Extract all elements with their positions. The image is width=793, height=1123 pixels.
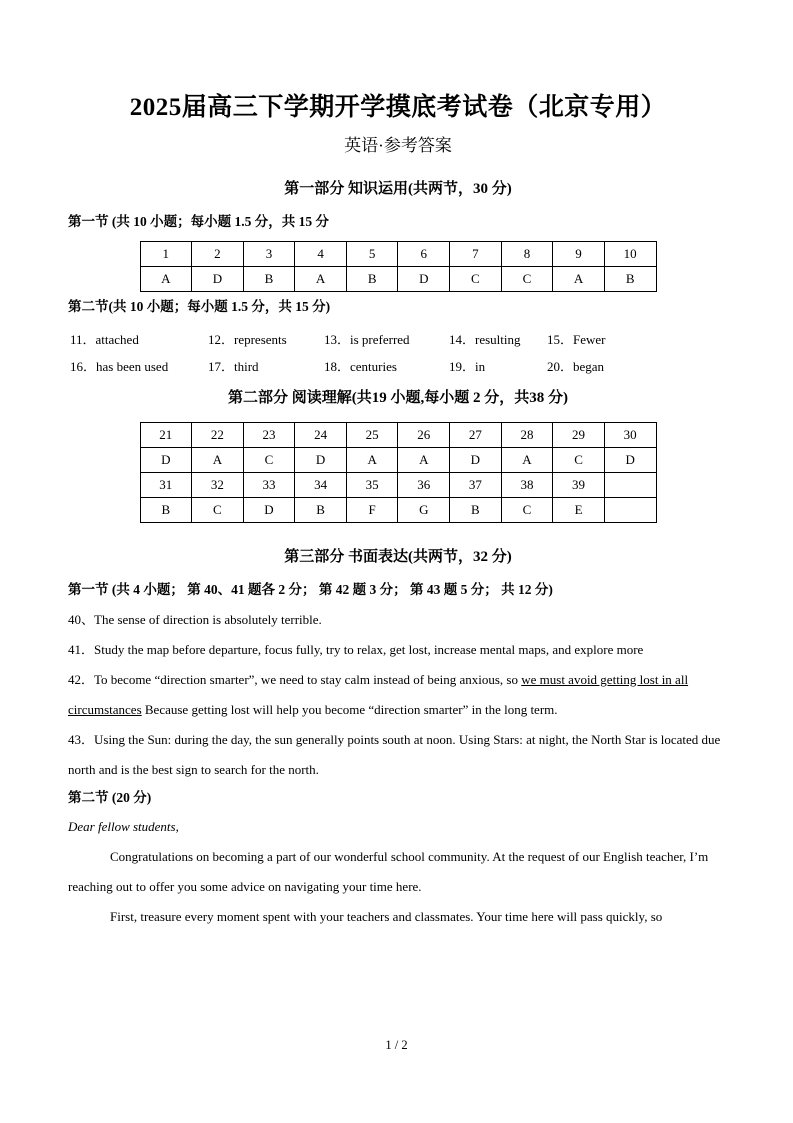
table-cell-answer: D bbox=[140, 448, 192, 473]
part1-answer-table-wrap bbox=[68, 241, 728, 292]
page-title: 2025届高三下学期开学摸底考试卷（北京专用） bbox=[129, 94, 667, 121]
table-cell-number: 3 bbox=[243, 242, 295, 267]
table-cell-answer: A bbox=[346, 448, 398, 473]
part2-answer-table bbox=[140, 422, 657, 523]
answer-42-text-before: 42．To become “direction smarter”, we need to stay calm instead of being anxious, so bbox=[68, 672, 522, 688]
fill-answer-11: 11．attached bbox=[70, 332, 139, 348]
part3-heading: 第三部分 书面表达(共两节，32 分) bbox=[284, 549, 512, 566]
table-cell-answer: A bbox=[295, 267, 347, 292]
part1-heading: 第一部分 知识运用(共两节，30 分) bbox=[284, 181, 512, 198]
essay-paragraph-2: First, treasure every moment spent with your teachers and classmates. Your time here will pass quickly, so bbox=[110, 908, 663, 924]
table-cell-answer: D bbox=[192, 267, 244, 292]
table-cell-number: 31 bbox=[140, 473, 192, 498]
fill-answer-19: 19．in bbox=[449, 359, 486, 375]
table-cell-empty bbox=[604, 473, 656, 498]
table-cell-empty bbox=[604, 498, 656, 523]
table-cell-number: 1 bbox=[140, 242, 192, 267]
fill-answer-18: 18．centuries bbox=[324, 359, 397, 375]
part2-heading: 第二部分 阅读理解(共19 小题,每小题 2 分，共38 分) bbox=[228, 390, 568, 407]
table-cell-answer: F bbox=[346, 498, 398, 523]
table-cell-answer: B bbox=[450, 498, 502, 523]
answer-41: 41．Study the map before departure, focus fully, try to relax, get lost, increase mental maps, and explore more bbox=[68, 642, 644, 658]
table-cell-number: 5 bbox=[346, 242, 398, 267]
table-row bbox=[140, 242, 656, 267]
table-cell-number: 6 bbox=[398, 242, 450, 267]
table-cell-number: 28 bbox=[501, 423, 553, 448]
table-cell-answer: C bbox=[501, 498, 553, 523]
table-cell-number: 22 bbox=[192, 423, 244, 448]
essay-paragraph-1: Congratulations on becoming a part of our wonderful school community. At the request of our English teacher, I’m reaching out to offer you some advice on navigating your time here. bbox=[68, 848, 709, 894]
table-cell-answer: D bbox=[398, 267, 450, 292]
fill-answer-17: 17．third bbox=[208, 359, 259, 375]
part1-answer-table bbox=[140, 241, 657, 292]
table-cell-number: 10 bbox=[604, 242, 656, 267]
part1-section1-heading: 第一节 (共 10 小题；每小题 1.5 分，共 15 分 bbox=[68, 214, 329, 230]
fill-answer-row bbox=[68, 353, 728, 380]
table-cell-number: 33 bbox=[243, 473, 295, 498]
table-cell-answer: C bbox=[192, 498, 244, 523]
table-cell-answer: D bbox=[604, 448, 656, 473]
part3-section2-heading: 第二节 (20 分) bbox=[68, 790, 152, 806]
table-row bbox=[140, 498, 656, 523]
table-cell-answer: B bbox=[604, 267, 656, 292]
table-row bbox=[140, 267, 656, 292]
table-cell-answer: A bbox=[192, 448, 244, 473]
part2-answer-table-wrap bbox=[68, 422, 728, 523]
fill-answer-row bbox=[68, 326, 728, 353]
table-cell-number: 36 bbox=[398, 473, 450, 498]
table-cell-number: 39 bbox=[553, 473, 605, 498]
essay-salutation: Dear fellow students, bbox=[68, 818, 179, 834]
part1-section2-heading: 第二节(共 10 小题；每小题 1.5 分，共 15 分) bbox=[68, 299, 331, 315]
table-cell-answer: B bbox=[243, 267, 295, 292]
table-cell-number: 7 bbox=[450, 242, 502, 267]
table-cell-answer: E bbox=[553, 498, 605, 523]
page-number-footer: 1 / 2 bbox=[385, 1038, 408, 1052]
table-cell-number: 24 bbox=[295, 423, 347, 448]
table-cell-number: 32 bbox=[192, 473, 244, 498]
fill-answer-20: 20．began bbox=[547, 359, 605, 375]
fill-answer-15: 15．Fewer bbox=[547, 332, 606, 348]
table-cell-number: 21 bbox=[140, 423, 192, 448]
fill-answer-16: 16．has been used bbox=[70, 359, 169, 375]
table-cell-number: 25 bbox=[346, 423, 398, 448]
part3-section1-heading: 第一节 (共 4 小题； 第 40、41 题各 2 分； 第 42 题 3 分； 第 43 题 5 分； 共 12 分) bbox=[68, 582, 553, 598]
table-cell-answer: D bbox=[243, 498, 295, 523]
table-cell-answer: G bbox=[398, 498, 450, 523]
fill-answer-14: 14．resulting bbox=[449, 332, 521, 348]
answer-42-underlined-text: we must avoid getting lost in all circumstances bbox=[68, 672, 689, 718]
table-cell-answer: C bbox=[553, 448, 605, 473]
table-cell-answer: C bbox=[243, 448, 295, 473]
table-cell-answer: D bbox=[295, 448, 347, 473]
table-cell-number: 38 bbox=[501, 473, 553, 498]
table-cell-answer: A bbox=[398, 448, 450, 473]
page-subtitle: 英语·参考答案 bbox=[344, 136, 452, 156]
table-row bbox=[140, 448, 656, 473]
part1-fill-answers bbox=[68, 326, 728, 380]
table-cell-number: 30 bbox=[604, 423, 656, 448]
fill-answer-12: 12．represents bbox=[208, 332, 287, 348]
table-cell-number: 8 bbox=[501, 242, 553, 267]
table-cell-answer: B bbox=[140, 498, 192, 523]
table-cell-answer: B bbox=[295, 498, 347, 523]
table-cell-number: 37 bbox=[450, 473, 502, 498]
fill-answer-13: 13．is preferred bbox=[324, 332, 410, 348]
table-cell-number: 34 bbox=[295, 473, 347, 498]
table-cell-number: 2 bbox=[192, 242, 244, 267]
table-cell-number: 29 bbox=[553, 423, 605, 448]
table-cell-number: 23 bbox=[243, 423, 295, 448]
table-cell-answer: A bbox=[501, 448, 553, 473]
table-cell-number: 9 bbox=[553, 242, 605, 267]
table-row bbox=[140, 423, 656, 448]
table-cell-number: 35 bbox=[346, 473, 398, 498]
answer-40: 40、The sense of direction is absolutely terrible. bbox=[68, 612, 322, 628]
page-content bbox=[68, 92, 728, 932]
table-cell-answer: C bbox=[501, 267, 553, 292]
table-cell-answer: B bbox=[346, 267, 398, 292]
answer-42-text-after: Because getting lost will help you become “direction smarter” in the long term. bbox=[141, 702, 558, 718]
table-cell-answer: D bbox=[450, 448, 502, 473]
table-row bbox=[140, 473, 656, 498]
table-cell-answer: A bbox=[553, 267, 605, 292]
table-cell-answer: C bbox=[450, 267, 502, 292]
spacer bbox=[68, 531, 728, 547]
answer-43: 43．Using the Sun: during the day, the sun generally points south at noon. Using Stars: at night, the North Star is located due north and is the best sign to search for the north. bbox=[68, 732, 721, 778]
table-cell-answer: A bbox=[140, 267, 192, 292]
table-cell-number: 4 bbox=[295, 242, 347, 267]
answer-42 bbox=[68, 665, 728, 725]
table-cell-number: 27 bbox=[450, 423, 502, 448]
table-cell-number: 26 bbox=[398, 423, 450, 448]
